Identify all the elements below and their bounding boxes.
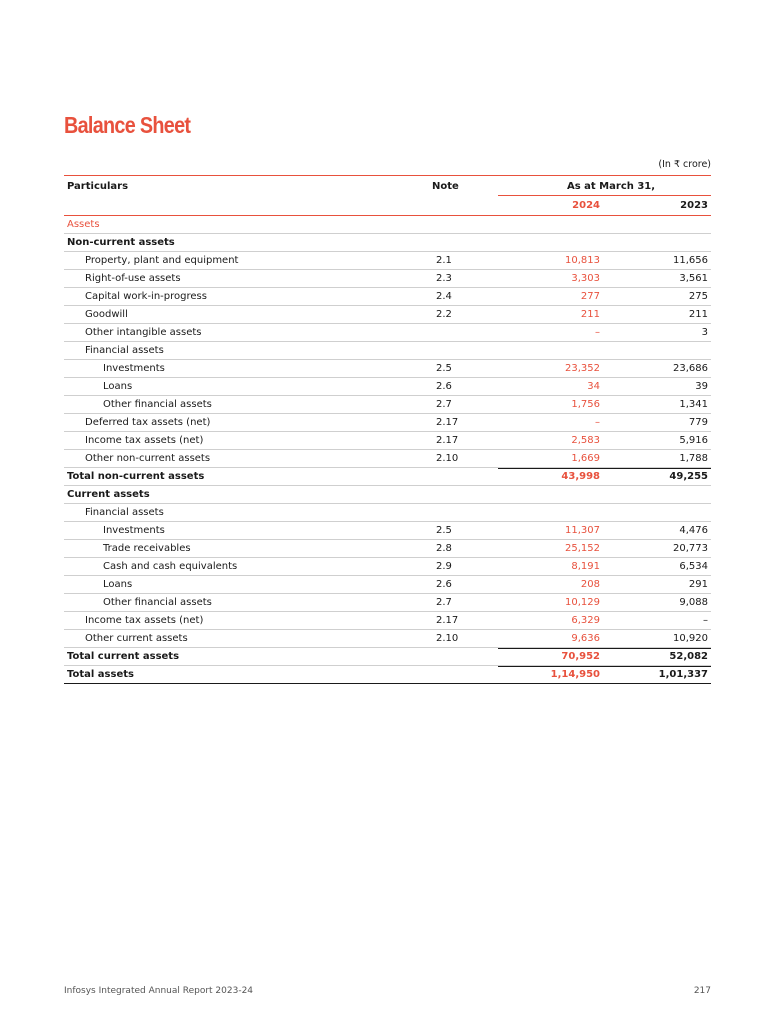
row-label: Other financial assets: [103, 597, 212, 608]
row-note: 2.2: [436, 309, 452, 320]
header-as-at: As at March 31,: [567, 181, 656, 192]
header-note: Note: [432, 181, 459, 192]
section-heading-row: [64, 234, 711, 252]
balance-sheet-table: [64, 175, 711, 684]
row-value-2024: 9,636: [571, 633, 600, 644]
row-label: Trade receivables: [103, 543, 191, 554]
row-label: Financial assets: [85, 345, 164, 356]
table-row: [64, 522, 711, 540]
table-row: [64, 270, 711, 288]
header-year-previous: 2023: [680, 200, 708, 211]
row-value-2024: 208: [580, 579, 600, 590]
table-row: [64, 360, 711, 378]
row-label: Total assets: [67, 669, 134, 680]
row-note: 2.10: [436, 633, 459, 644]
row-value-2024: 6,329: [571, 615, 600, 626]
total-rule: [498, 648, 711, 649]
row-label: Income tax assets (net): [85, 435, 204, 446]
total-row: [64, 666, 711, 684]
table-row: [64, 558, 711, 576]
row-value-2024: 3,303: [571, 273, 600, 284]
total-rule: [498, 666, 711, 667]
row-value-2024: 70,952: [561, 651, 600, 662]
row-label: Property, plant and equipment: [85, 255, 239, 266]
row-label: Cash and cash equivalents: [103, 561, 238, 572]
row-value-2023: 779: [688, 417, 708, 428]
table-row: [64, 630, 711, 648]
row-note: 2.1: [436, 255, 452, 266]
row-label: Assets: [67, 219, 100, 230]
row-value-2024: 23,352: [565, 363, 600, 374]
row-label: Financial assets: [85, 507, 164, 518]
table-row: [64, 576, 711, 594]
row-value-2024: 10,813: [565, 255, 600, 266]
total-row: [64, 648, 711, 666]
row-label: Other non-current assets: [85, 453, 211, 464]
row-note: 2.6: [436, 579, 452, 590]
row-label: Loans: [103, 579, 133, 590]
row-value-2023: 52,082: [669, 651, 708, 662]
row-value-2024: 277: [580, 291, 600, 302]
table-row: [64, 216, 711, 234]
header-year-current: 2024: [572, 200, 600, 211]
row-value-2023: –: [703, 615, 708, 626]
table-row: [64, 378, 711, 396]
table-row: [64, 594, 711, 612]
table-row: [64, 540, 711, 558]
row-value-2024: 34: [587, 381, 600, 392]
row-value-2024: 8,191: [571, 561, 600, 572]
row-label: Goodwill: [85, 309, 128, 320]
row-note: 2.9: [436, 561, 452, 572]
row-label: Other financial assets: [103, 399, 212, 410]
row-note: 2.5: [436, 525, 452, 536]
row-note: 2.4: [436, 291, 452, 302]
row-value-2023: 1,01,337: [658, 669, 708, 680]
row-label: Investments: [103, 363, 165, 374]
row-label: Current assets: [67, 489, 150, 500]
row-value-2023: 23,686: [673, 363, 708, 374]
row-value-2024: 2,583: [571, 435, 600, 446]
row-note: 2.6: [436, 381, 452, 392]
row-value-2023: 291: [688, 579, 708, 590]
footer-report-name: Infosys Integrated Annual Report 2023-24: [64, 986, 254, 996]
row-value-2023: 10,920: [673, 633, 708, 644]
table-row: [64, 450, 711, 468]
table-row: [64, 432, 711, 450]
row-value-2024: –: [595, 417, 600, 428]
currency-unit-note: (In ₹ crore): [658, 159, 711, 170]
table-year-row: [64, 196, 711, 216]
row-value-2023: 3: [701, 327, 708, 338]
total-row: [64, 468, 711, 486]
row-value-2024: 25,152: [565, 543, 600, 554]
row-label: Total non-current assets: [67, 471, 205, 482]
row-label: Other current assets: [85, 633, 188, 644]
row-value-2024: 1,756: [571, 399, 600, 410]
row-note: 2.7: [436, 399, 452, 410]
header-particulars: Particulars: [67, 181, 129, 192]
row-value-2024: 11,307: [565, 525, 600, 536]
footer-page-number: 217: [693, 986, 711, 996]
row-value-2023: 3,561: [679, 273, 708, 284]
row-note: 2.10: [436, 453, 459, 464]
row-label: Right-of-use assets: [85, 273, 181, 284]
row-note: 2.17: [436, 435, 459, 446]
row-value-2024: 211: [580, 309, 600, 320]
row-value-2024: 1,14,950: [550, 669, 600, 680]
row-label: Other intangible assets: [85, 327, 202, 338]
table-header-row: [64, 176, 711, 196]
row-value-2024: 10,129: [565, 597, 600, 608]
section-heading-row: [64, 486, 711, 504]
table-row: [64, 288, 711, 306]
row-value-2023: 4,476: [679, 525, 708, 536]
row-label: Total current assets: [67, 651, 180, 662]
row-note: 2.17: [436, 615, 459, 626]
table-row: [64, 324, 711, 342]
row-value-2023: 211: [688, 309, 708, 320]
row-note: 2.7: [436, 597, 452, 608]
row-label: Deferred tax assets (net): [85, 417, 211, 428]
row-note: 2.5: [436, 363, 452, 374]
row-value-2024: 1,669: [571, 453, 600, 464]
row-note: 2.3: [436, 273, 452, 284]
row-value-2024: 43,998: [561, 471, 600, 482]
row-value-2023: 20,773: [673, 543, 708, 554]
row-label: Income tax assets (net): [85, 615, 204, 626]
table-row: [64, 342, 711, 360]
row-label: Loans: [103, 381, 133, 392]
row-value-2023: 275: [688, 291, 708, 302]
row-value-2023: 5,916: [679, 435, 708, 446]
row-value-2023: 1,341: [679, 399, 708, 410]
row-value-2023: 9,088: [679, 597, 708, 608]
row-label: Non-current assets: [67, 237, 175, 248]
row-label: Investments: [103, 525, 165, 536]
row-value-2023: 49,255: [669, 471, 708, 482]
page-title: Balance Sheet: [64, 112, 191, 138]
row-value-2024: –: [595, 327, 600, 338]
row-value-2023: 1,788: [679, 453, 708, 464]
table-row: [64, 612, 711, 630]
table-body: [64, 216, 711, 684]
row-label: Capital work-in-progress: [85, 291, 207, 302]
table-row: [64, 252, 711, 270]
total-rule: [498, 468, 711, 469]
table-row: [64, 414, 711, 432]
row-note: 2.17: [436, 417, 459, 428]
row-value-2023: 11,656: [673, 255, 708, 266]
row-value-2023: 6,534: [679, 561, 708, 572]
row-value-2023: 39: [695, 381, 708, 392]
row-note: 2.8: [436, 543, 452, 554]
table-row: [64, 504, 711, 522]
table-row: [64, 306, 711, 324]
table-row: [64, 396, 711, 414]
